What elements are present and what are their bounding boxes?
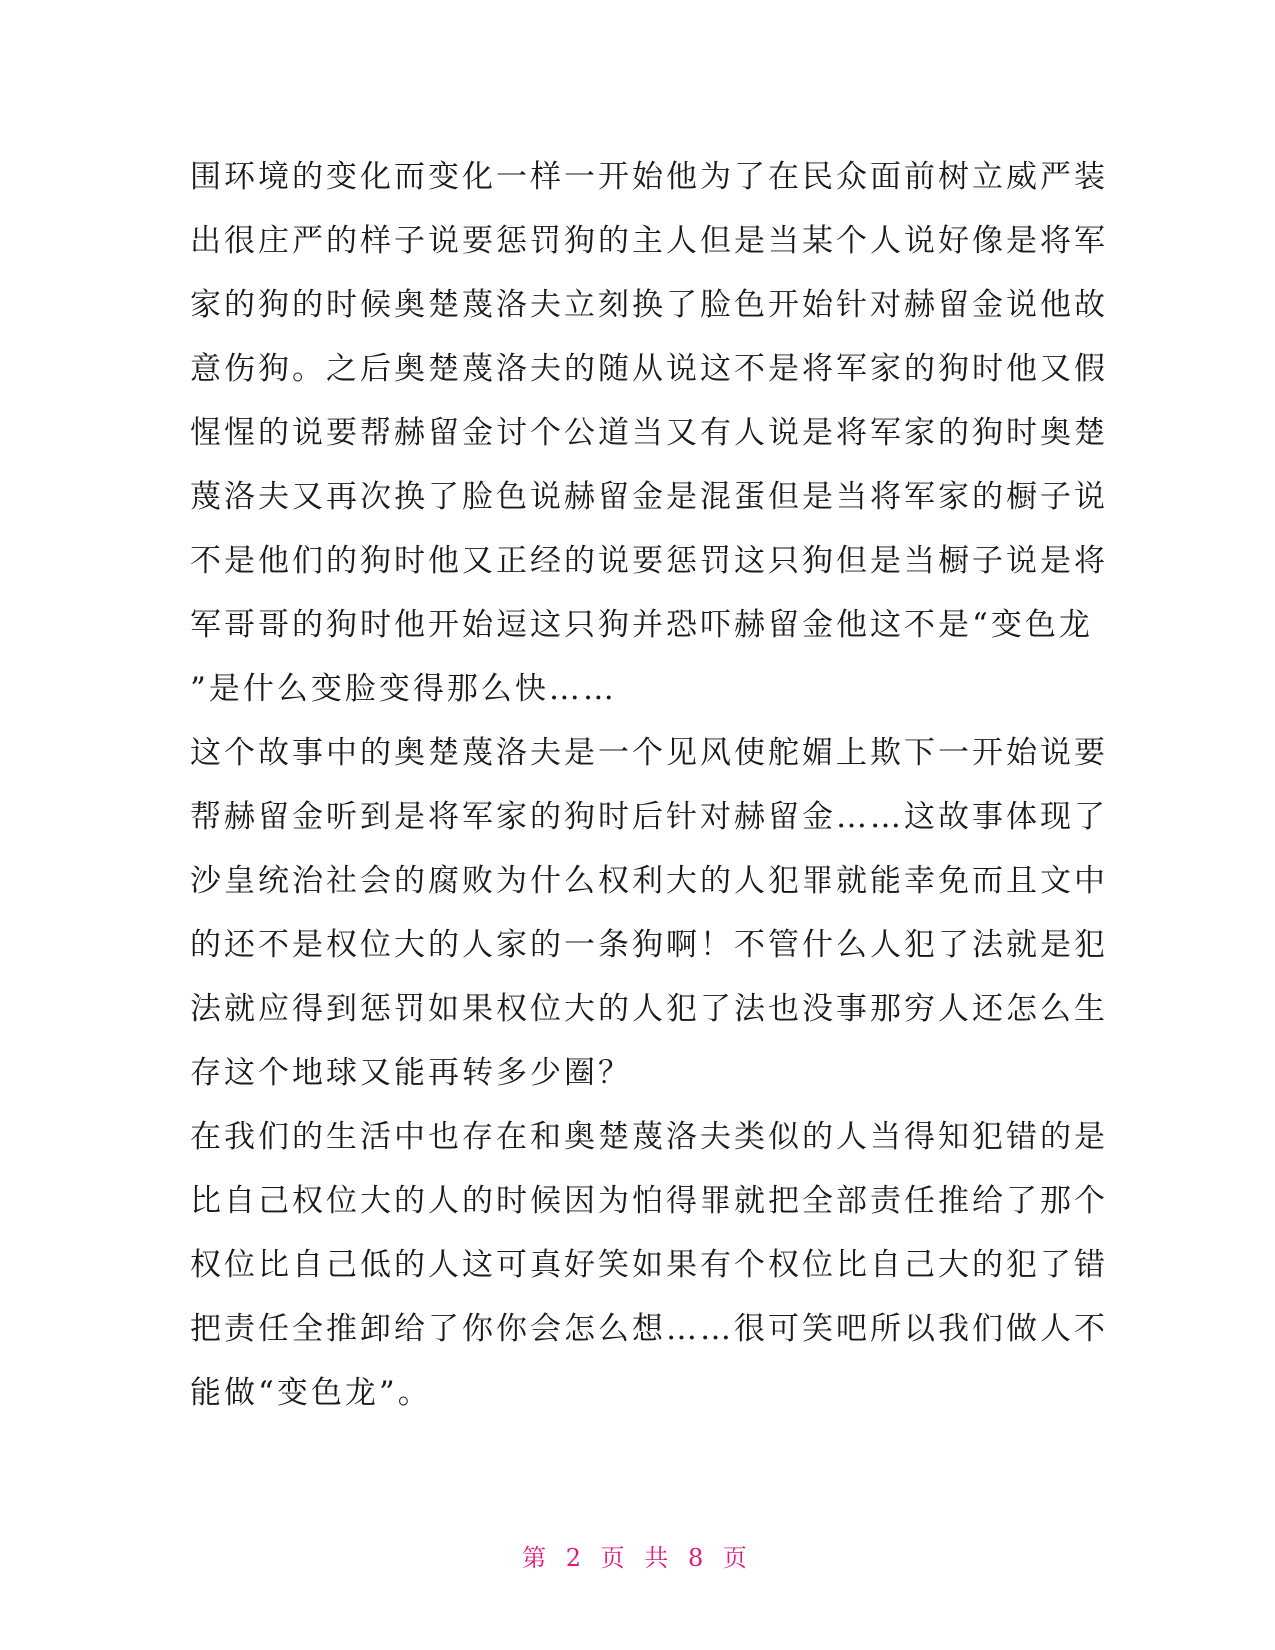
text-line: 比自己权位大的人的时候因为怕得罪就把全部责任推给了那个 <box>190 1183 1108 1219</box>
text-line: 在我们的生活中也存在和奥楚蔑洛夫类似的人当得知犯错的是 <box>190 1119 1108 1155</box>
text-line: 法就应得到惩罚如果权位大的人犯了法也没事那穷人还怎么生 <box>190 991 1108 1027</box>
text-line: 军哥哥的狗时他开始逗这只狗并恐吓赫留金他这不是“变色龙 <box>190 607 1093 643</box>
text-line: 围环境的变化而变化一样一开始他为了在民众面前树立威严装 <box>190 159 1108 195</box>
text-line: 把责任全推卸给了你你会怎么想……很可笑吧所以我们做人不 <box>190 1311 1108 1347</box>
text-line: 家的狗的时候奥楚蔑洛夫立刻换了脸色开始针对赫留金说他故 <box>190 287 1108 323</box>
text-line: 沙皇统治社会的腐败为什么权利大的人犯罪就能幸免而且文中 <box>190 863 1108 899</box>
text-line: 能做“变色龙”。 <box>190 1375 432 1411</box>
text-line: ”是什么变脸变得那么快…… <box>190 671 617 707</box>
text-line: 这个故事中的奥楚蔑洛夫是一个见风使舵媚上欺下一开始说要 <box>190 735 1108 771</box>
text-line: 权位比自己低的人这可真好笑如果有个权位比自己大的犯了错 <box>190 1247 1108 1283</box>
text-line: 的还不是权位大的人家的一条狗啊！不管什么人犯了法就是犯 <box>190 927 1108 963</box>
text-line: 蔑洛夫又再次换了脸色说赫留金是混蛋但是当将军家的橱子说 <box>190 479 1108 515</box>
text-line: 出很庄严的样子说要惩罚狗的主人但是当某个人说好像是将军 <box>190 223 1108 259</box>
body-text <box>190 145 1108 1425</box>
page-number-footer: 第 2 页 共 8 页 <box>522 1544 753 1572</box>
text-line: 帮赫留金听到是将军家的狗时后针对赫留金……这故事体现了 <box>190 799 1108 835</box>
text-line: 惺惺的说要帮赫留金讨个公道当又有人说是将军家的狗时奥楚 <box>190 415 1108 451</box>
text-line: 存这个地球又能再转多少圈？ <box>190 1055 632 1091</box>
text-line: 不是他们的狗时他又正经的说要惩罚这只狗但是当橱子说是将 <box>190 543 1108 579</box>
text-line: 意伤狗。之后奥楚蔑洛夫的随从说这不是将军家的狗时他又假 <box>190 351 1108 387</box>
